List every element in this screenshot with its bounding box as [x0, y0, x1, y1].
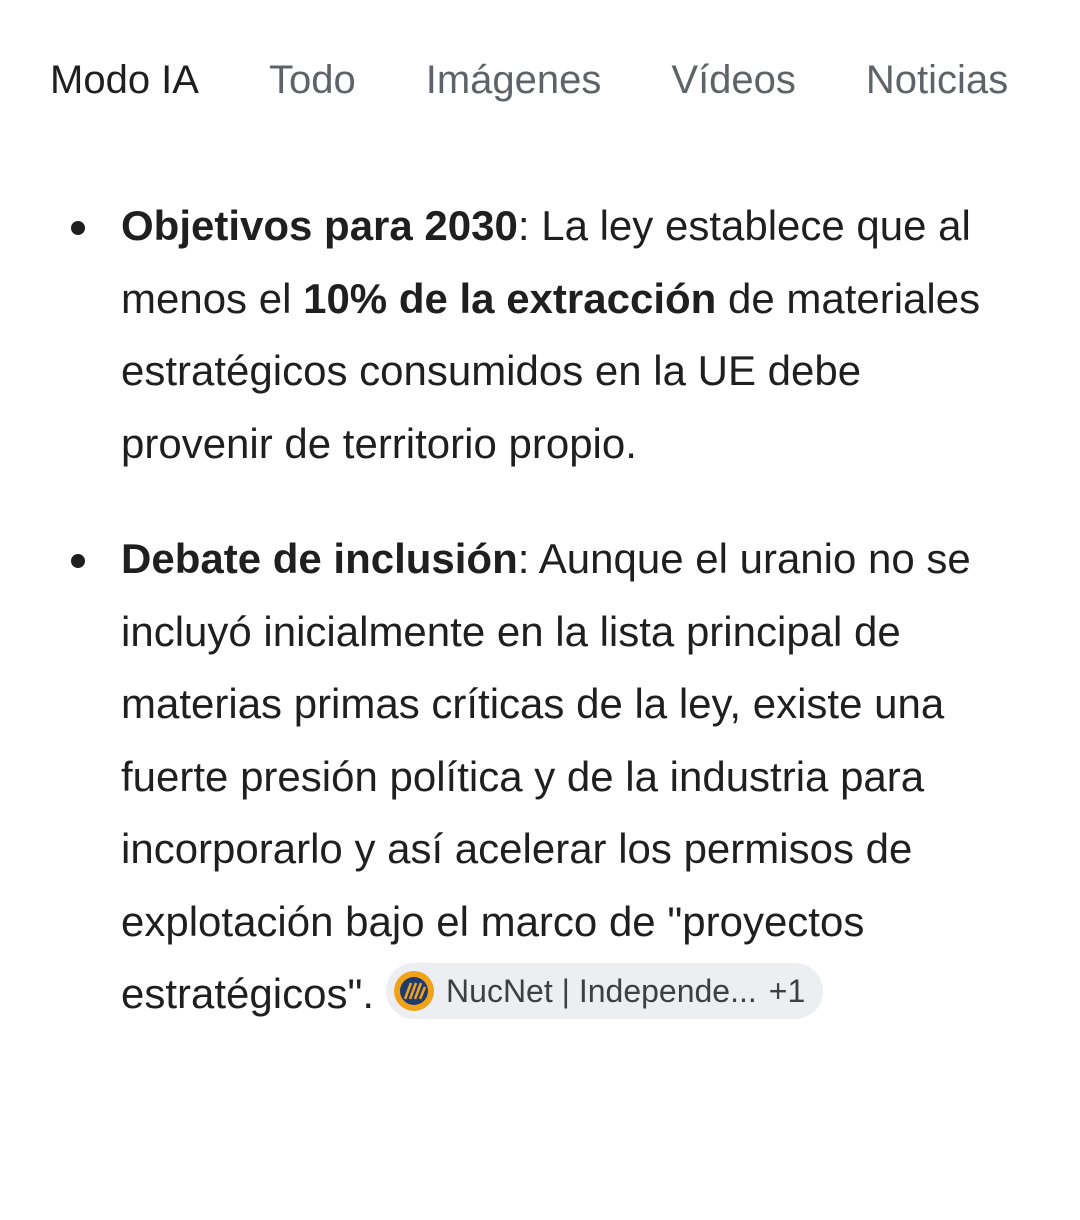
bullet-title: Debate de inclusión	[121, 535, 518, 582]
tab-noticias[interactable]: Noticias	[865, 58, 1009, 102]
tab-imagenes[interactable]: Imágenes	[425, 58, 602, 102]
tab-todo[interactable]: Todo	[268, 58, 356, 102]
bullet-text-continued: de materiales estratégicos consumidos en la UE debe provenir de territorio propio.	[121, 274, 981, 467]
source-chip[interactable]	[386, 963, 823, 1019]
bullet-point	[71, 221, 85, 235]
source-chip-count: +1	[768, 972, 806, 1009]
bullet-text: : La ley establece que al menos el	[121, 202, 971, 322]
bullet-text: : Aunque el uranio no se incluyó inicialmente en la lista principal de materias primas críticas de la ley, existe una fuerte presión política y de la industria para incorporarlo y así acelerar los permisos de explotación bajo el marco de "proyectos estratégicos".	[121, 535, 971, 1017]
ai-answer-content	[0, 190, 1080, 1074]
bullet-debate	[0, 523, 1080, 1031]
source-chip-label: NucNet | Independe...	[446, 972, 757, 1009]
tab-videos[interactable]: Vídeos	[671, 58, 796, 102]
bullet-highlight: 10% de la extracción	[303, 274, 717, 322]
tab-modo-ia[interactable]: Modo IA	[50, 58, 199, 102]
nucnet-logo-icon	[394, 971, 434, 1011]
bullet-objetivos	[0, 190, 1080, 480]
search-tabs	[50, 52, 1080, 108]
bullet-title: Objetivos para 2030	[121, 202, 518, 249]
bullet-point	[71, 554, 85, 568]
